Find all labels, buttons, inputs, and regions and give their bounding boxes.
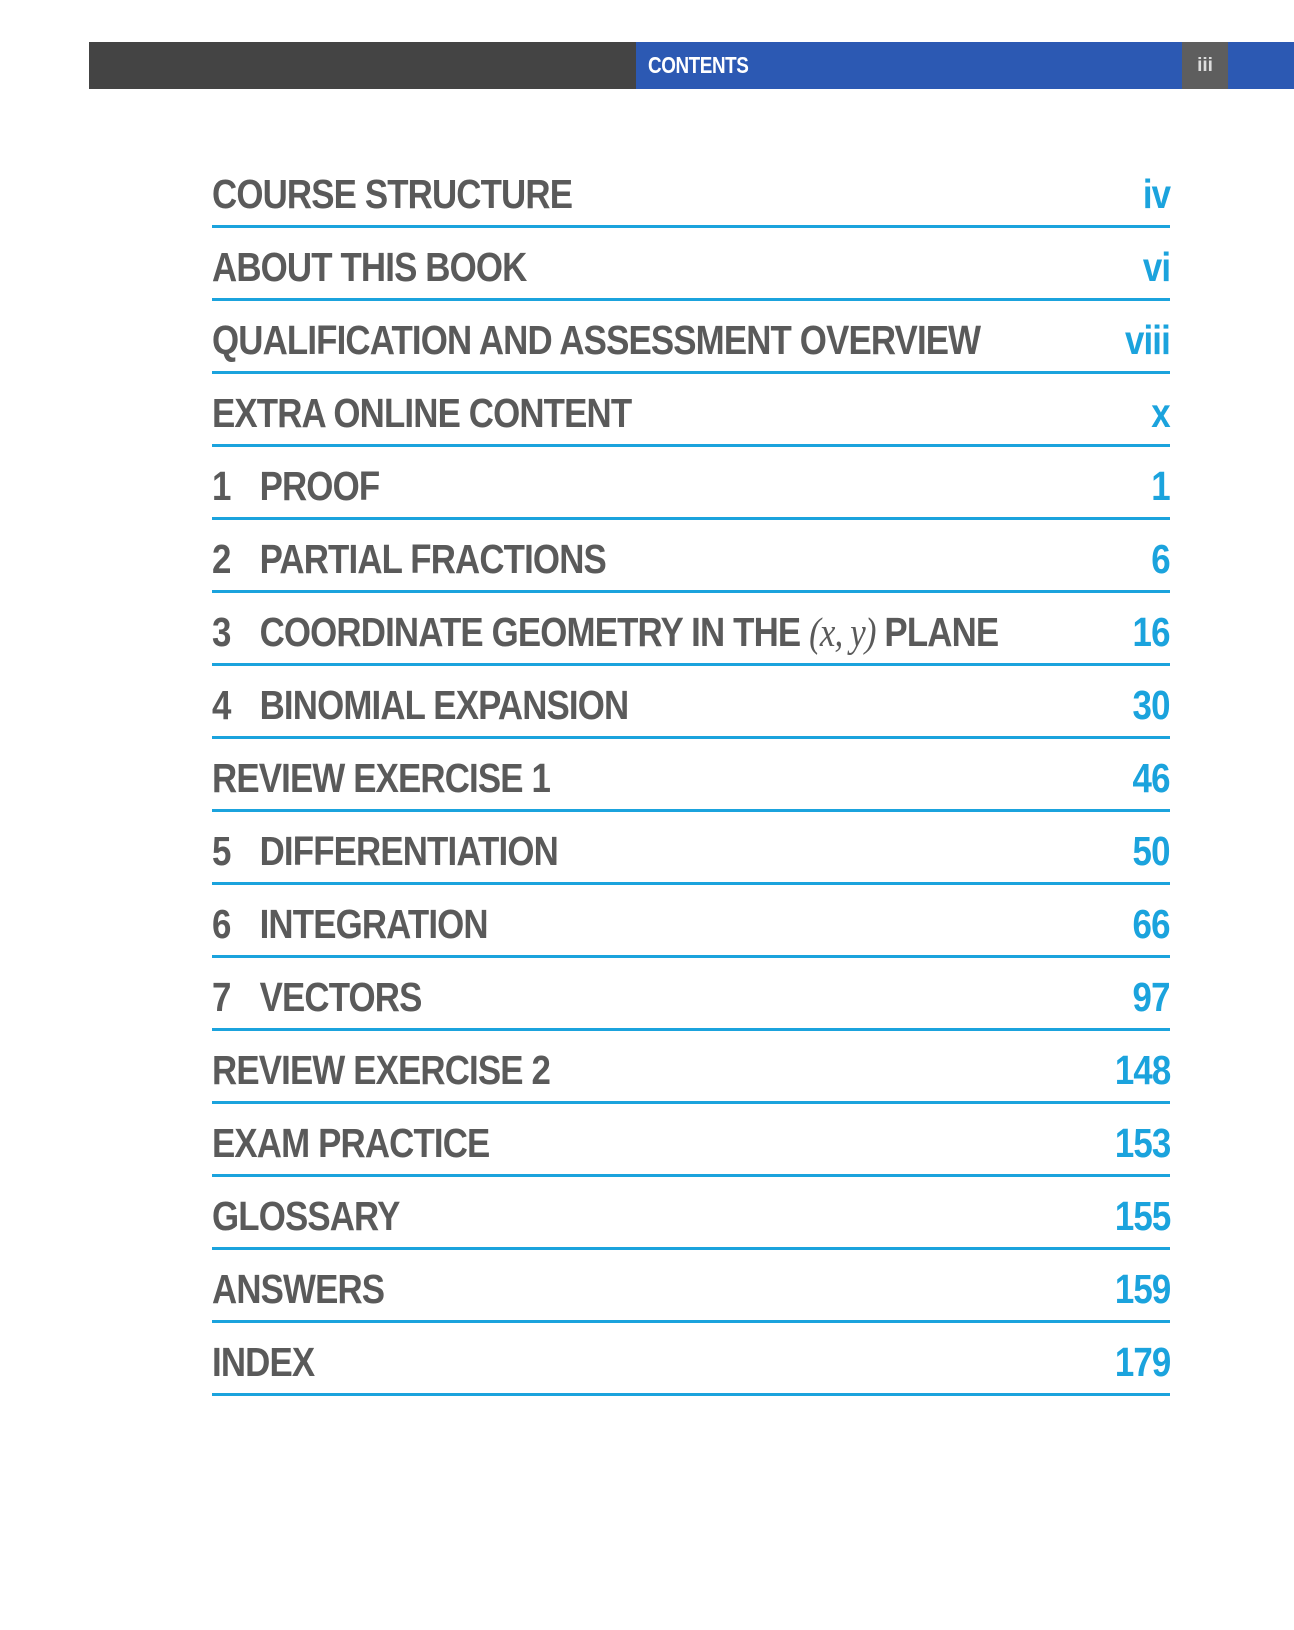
toc-entry-label: ANSWERS	[212, 1266, 385, 1312]
toc-entry-title	[212, 1120, 490, 1166]
toc-entry-label: EXAM PRACTICE	[212, 1120, 490, 1166]
toc-entry[interactable]	[212, 1177, 1170, 1250]
toc-entry[interactable]	[212, 520, 1170, 593]
header-bar	[89, 42, 1294, 89]
toc-entry-page: 66	[1132, 901, 1170, 947]
toc-entry-label: DIFFERENTIATION	[259, 828, 558, 874]
chapter-number: 2	[212, 536, 231, 582]
toc-entry[interactable]	[212, 374, 1170, 447]
header-dark-band	[89, 42, 636, 89]
table-of-contents	[212, 156, 1170, 1396]
toc-entry-page: 155	[1114, 1193, 1170, 1239]
toc-entry-label: REVIEW EXERCISE 1	[212, 755, 551, 801]
toc-entry-title	[212, 828, 558, 874]
toc-entry-title	[212, 1047, 551, 1093]
toc-entry-label: BINOMIAL EXPANSION	[259, 682, 629, 728]
toc-entry-page: 50	[1132, 828, 1170, 874]
math-expression: (x, y)	[809, 609, 876, 655]
toc-entry-page: 16	[1132, 609, 1170, 655]
toc-entry[interactable]	[212, 885, 1170, 958]
chapter-number: 7	[212, 974, 231, 1020]
toc-entry[interactable]	[212, 1323, 1170, 1396]
toc-entry-title	[212, 755, 551, 801]
toc-entry-title	[212, 901, 488, 947]
toc-entry-title	[212, 682, 629, 728]
toc-entry-label: ABOUT THIS BOOK	[212, 244, 527, 290]
toc-entry-page: viii	[1124, 317, 1170, 363]
toc-entry[interactable]	[212, 1104, 1170, 1177]
toc-entry-page: 46	[1132, 755, 1170, 801]
chapter-number: 5	[212, 828, 231, 874]
toc-entry[interactable]	[212, 156, 1170, 228]
toc-entry-label: GLOSSARY	[212, 1193, 400, 1239]
toc-entry-page: 6	[1151, 536, 1170, 582]
toc-entry[interactable]	[212, 593, 1170, 666]
toc-entry-label: PARTIAL FRACTIONS	[259, 536, 606, 582]
toc-entry-title	[212, 390, 632, 436]
toc-entry[interactable]	[212, 1031, 1170, 1104]
toc-entry-label: INDEX	[212, 1339, 315, 1385]
page-title: CONTENTS	[648, 52, 749, 78]
toc-entry-page: 153	[1114, 1120, 1170, 1166]
chapter-number: 3	[212, 609, 231, 655]
toc-entry-label: VECTORS	[259, 974, 422, 1020]
toc-entry[interactable]	[212, 301, 1170, 374]
toc-entry[interactable]	[212, 447, 1170, 520]
toc-entry-page: 159	[1114, 1266, 1170, 1312]
toc-entry[interactable]	[212, 666, 1170, 739]
toc-entry-title	[212, 317, 981, 363]
toc-entry[interactable]	[212, 1250, 1170, 1323]
toc-entry-page: 30	[1132, 682, 1170, 728]
toc-entry-label: QUALIFICATION AND ASSESSMENT OVERVIEW	[212, 317, 981, 363]
toc-entry-title	[212, 1266, 385, 1312]
toc-entry-title	[212, 609, 999, 655]
chapter-number: 1	[212, 463, 231, 509]
toc-entry-title	[212, 244, 527, 290]
toc-entry-label: COURSE STRUCTURE	[212, 171, 573, 217]
toc-entry[interactable]	[212, 228, 1170, 301]
toc-entry-title	[212, 536, 606, 582]
toc-entry-page: vi	[1142, 244, 1170, 290]
toc-entry-page: 1	[1151, 463, 1170, 509]
toc-entry-label: EXTRA ONLINE CONTENT	[212, 390, 632, 436]
toc-entry-page: x	[1151, 390, 1170, 436]
toc-entry-page: 179	[1114, 1339, 1170, 1385]
toc-entry-title	[212, 974, 422, 1020]
toc-entry-title	[212, 171, 573, 217]
toc-entry[interactable]	[212, 739, 1170, 812]
toc-entry-label: COORDINATE GEOMETRY IN THE	[259, 609, 810, 655]
toc-entry-title	[212, 1193, 400, 1239]
toc-entry-title	[212, 1339, 315, 1385]
toc-entry-label: PLANE	[875, 609, 999, 655]
toc-entry-page: 97	[1132, 974, 1170, 1020]
chapter-number: 6	[212, 901, 231, 947]
toc-entry-page: 148	[1114, 1047, 1170, 1093]
toc-entry-label: INTEGRATION	[259, 901, 488, 947]
toc-entry[interactable]	[212, 812, 1170, 885]
toc-entry-label: REVIEW EXERCISE 2	[212, 1047, 551, 1093]
toc-entry-title	[212, 463, 380, 509]
chapter-number: 4	[212, 682, 231, 728]
toc-entry[interactable]	[212, 958, 1170, 1031]
page-number: iii	[1182, 42, 1228, 89]
toc-entry-label: PROOF	[259, 463, 380, 509]
toc-entry-page: iv	[1142, 171, 1170, 217]
